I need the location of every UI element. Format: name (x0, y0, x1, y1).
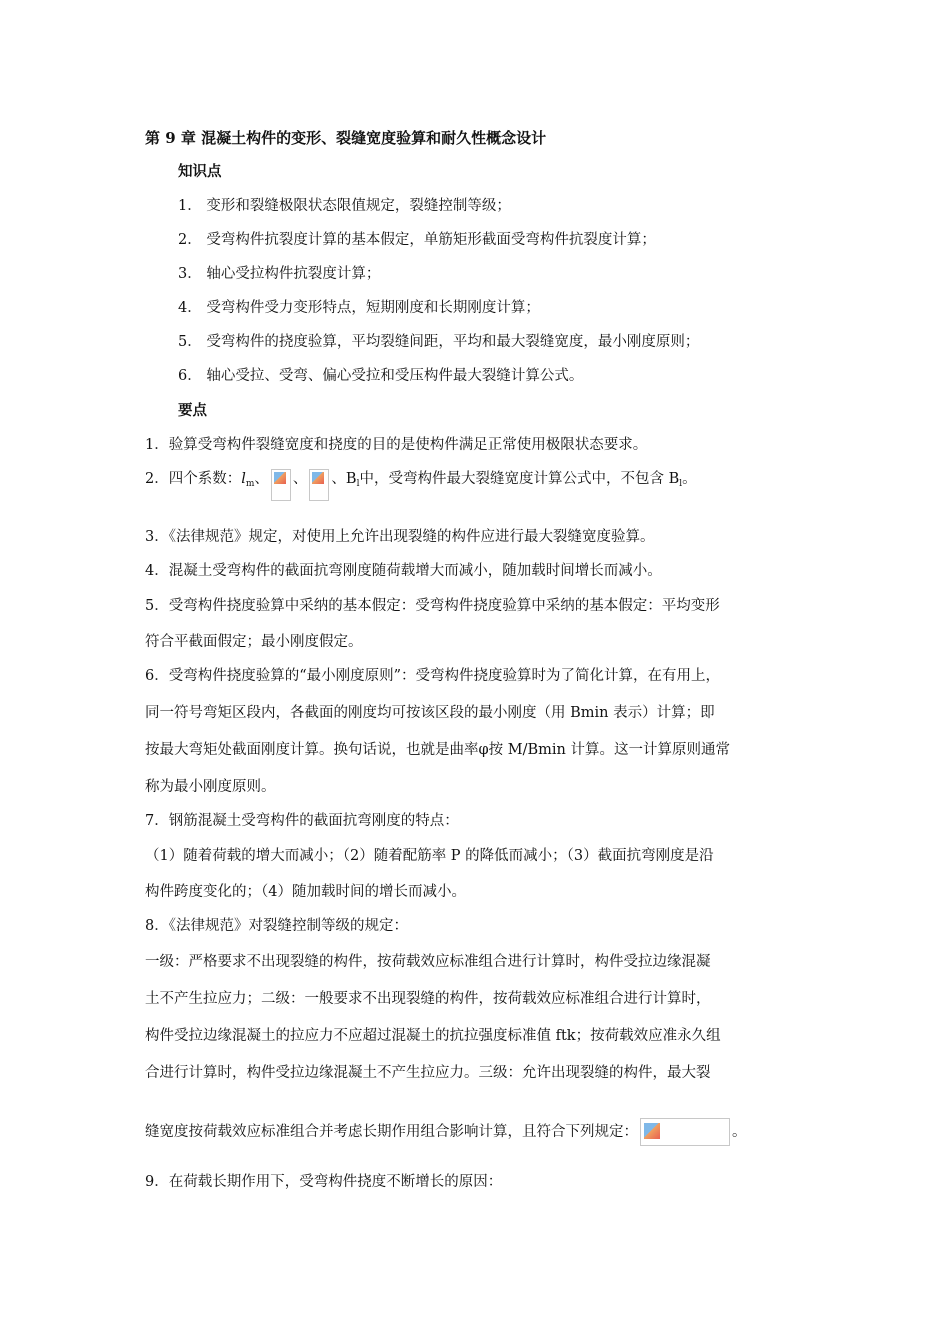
chapter-title: 第 9 章 混凝土构件的变形、裂缝宽度验算和耐久性概念设计 (145, 129, 547, 147)
broken-image-icon (271, 469, 291, 501)
key-points-heading: 要点 (178, 402, 207, 419)
coef-l: l (241, 471, 246, 487)
knowledge-item: 1． 变形和裂缝极限状态限值规定，裂缝控制等级； (178, 198, 511, 214)
key-point-7-line: （1）随着荷载的增大而减小；（2）随着配筋率 P 的降低而减小；（3）截面抗弯刚度是沿 (145, 848, 714, 864)
separator: 、 (292, 471, 308, 487)
key-point-8-last-line (145, 1118, 747, 1146)
key-point-1: 1．验算受弯构件裂缝宽度和挠度的目的是使构件满足正常使用极限状态要求。 (145, 437, 648, 453)
key-point-9: 9．在荷载长期作用下，受弯构件挠度不断增长的原因： (145, 1174, 503, 1190)
key-point-8-line: 构件受拉边缘混凝土的拉应力不应超过混凝土的抗拉强度标准值 ftk；按荷载效应准永久组 (145, 1028, 721, 1044)
knowledge-item: 5． 受弯构件的挠度验算，平均裂缝间距，平均和最大裂缝宽度，最小刚度原则； (178, 334, 700, 350)
broken-image-icon (640, 1118, 730, 1146)
coef-b-sub: l (356, 479, 360, 489)
knowledge-heading: 知识点 (178, 163, 222, 180)
key-point-8-last-text: 缝宽度按荷载效应标准组合并考虑长期作用组合影响计算，且符合下列规定： (145, 1124, 638, 1140)
key-point-8-end: 。 (732, 1124, 747, 1140)
key-point-6-line: 称为最小刚度原则。 (145, 779, 276, 795)
key-point-6-line: 按最大弯矩处截面刚度计算。换句话说，也就是曲率φ按 M/Bmin 计算。这一计算原则通常 (145, 742, 730, 758)
key-point-8-line: 土不产生拉应力；二级：一般要求不出现裂缝的构件，按荷载效应标准组合进行计算时， (145, 991, 711, 1007)
key-point-3: 3．《法律规范》规定，对使用上允许出现裂缝的构件应进行最大裂缝宽度验算。 (145, 529, 655, 545)
separator: 、 (254, 471, 269, 487)
key-point-8-line: 合进行计算时，构件受拉边缘混凝土不产生拉应力。三级：允许出现裂缝的构件，最大裂 (145, 1065, 711, 1081)
key-point-5-line: 符合平截面假定；最小刚度假定。 (145, 634, 363, 650)
coef-b-sub: l (679, 479, 683, 489)
knowledge-item: 2． 受弯构件抗裂度计算的基本假定，单筋矩形截面受弯构件抗裂度计算； (178, 232, 656, 248)
key-point-6-line: 6．受弯构件挠度验算的“最小刚度原则”：受弯构件挠度验算时为了简化计算，在有用上， (145, 668, 721, 684)
knowledge-item: 4． 受弯构件受力变形特点，短期刚度和长期刚度计算； (178, 300, 540, 316)
key-point-6-line: 同一符号弯矩区段内，各截面的刚度均可按该区段的最小刚度（用 Bmin 表示）计算；即 (145, 705, 715, 721)
key-point-8-line: 一级：严格要求不出现裂缝的构件，按荷载效应标准组合进行计算时，构件受拉边缘混凝 (145, 954, 711, 970)
key-point-5-line: 5．受弯构件挠度验算中采纳的基本假定：受弯构件挠度验算中采纳的基本假定：平均变形 (145, 598, 720, 614)
key-point-2-end: 。 (682, 471, 697, 487)
coef-l-sub: m (245, 479, 255, 489)
key-point-2-middle: 中，受弯构件最大裂缝宽度计算公式中，不包含 B (359, 471, 680, 487)
key-point-4: 4．混凝土受弯构件的截面抗弯刚度随荷载增大而减小，随加载时间增长而减小。 (145, 563, 662, 579)
key-point-8-line: 8．《法律规范》对裂缝控制等级的规定： (145, 918, 408, 934)
key-point-2 (145, 469, 697, 501)
broken-image-icon (309, 469, 329, 501)
knowledge-item: 3． 轴心受拉构件抗裂度计算； (178, 266, 381, 282)
key-point-7-line: 7．钢筋混凝土受弯构件的截面抗弯刚度的特点： (145, 813, 459, 829)
knowledge-item: 6． 轴心受拉、受弯、偏心受拉和受压构件最大裂缝计算公式。 (178, 368, 584, 384)
key-point-2-prefix: 2．四个系数： (145, 471, 242, 487)
key-point-7-line: 构件跨度变化的；（4）随加载时间的增长而减小。 (145, 884, 466, 900)
separator: 、B (331, 471, 357, 487)
